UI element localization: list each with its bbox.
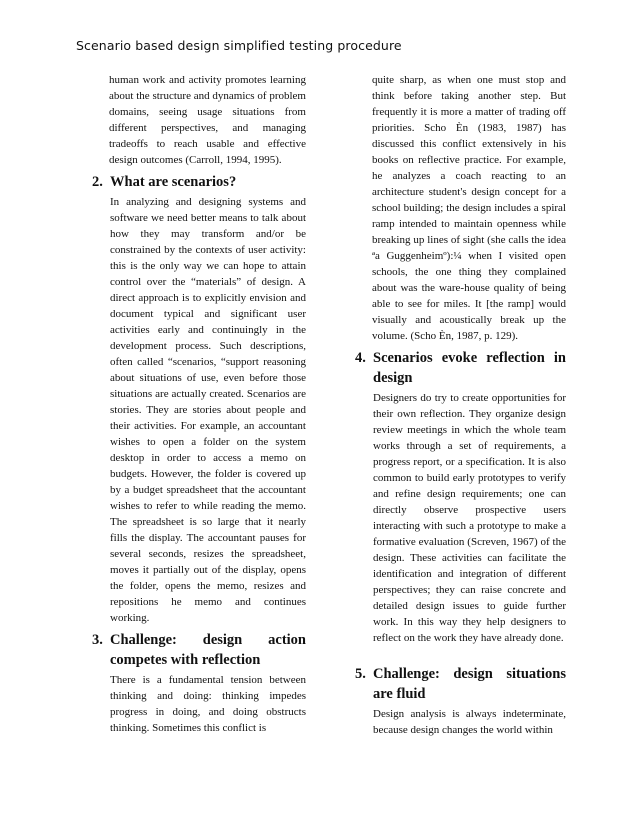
section-3-number: 3. [92,632,103,648]
right-column [355,72,566,738]
section-3-heading [92,630,306,670]
section-4-title: Scenarios evoke reflection in design [373,350,566,386]
section-4-number: 4. [355,350,366,366]
left-column [92,72,306,736]
section-2-heading [92,172,306,192]
section-4-body: Designers do try to create opportunities for their own reflection. They organize design review meetings in which the whole team works through a set of requirements, a progress report, or a specification. It is also common to build early prototypes to verify and refine design requirements; one can directly observe prospective users interacting with such a prototype to make a formative evaluation (Screven, 1967) of the design. These activities can facilitate the identification and integration of different perspectives; they can raise concrete and detailed design issues to guide further work. In this way they help designers to reflect on the work they have already done. [373,392,566,644]
section-5-body: Design analysis is always indeterminate, because design changes the world within [373,708,566,736]
section-5-title: Challenge: design situations are fluid [373,666,566,702]
section-2-body: In analyzing and designing systems and software we need better means to talk about how they may transform and/or be constrained by the contexts of user activity: this is the only way we can hope to attain control over the “materials” of design. A direct approach is to explicitly envision and document typical and significant user activities early and continuingly in the development process. Such descriptions, often called “scenarios, “support reasoning about situations of use, even before those situations are actually created. Scenarios are stories. They are stories about people and their activities. For example, an accountant wishes to open a folder on the system desktop in order to access a memo on budgets. However, the folder is covered up by a budget spreadsheet that the accountant wishes to refer to while reading the memo. The spreadsheet is so large that it nearly fills the display. The accountant pauses for several seconds, resizes the spreadsheet, moves it partially out of the display, opens the folder, opens the memo, resizes and repositions he memo and continues working. [110,196,306,624]
section-2-number: 2. [92,174,103,190]
section-5-heading [355,664,566,704]
intro-paragraph: human work and activity promotes learning about the structure and dynamics of problem domains, seeing usage situations from different perspectives, and managing tradeoffs to reach usable and effective design outcomes (Carroll, 1994, 1995). [109,74,306,166]
running-head: Scenario based design simplified testing procedure [76,38,402,53]
section-3-title: Challenge: design action competes with reflection [110,632,306,668]
continuation-paragraph: quite sharp, as when one must stop and think before taking another step. But frequently it is more a matter of trading off priorities. Scho Èn (1983, 1987) has discussed this conflict extensively in his books on reflective practice. For example, he analyzes a coach reacting to an architecture student's design concept for a school building; the design includes a spiral ramp intended to maintain openness while breaking up lines of sight (she calls the idea ªa Guggenheimº):¼ when I visited open schools, the one thing they complained about was the ware-house quality of being able to see for miles. It [the ramp] would visually and acoustically break up the volume. (Scho Èn, 1987, p. 129). [372,74,566,342]
section-4-heading [355,348,566,388]
section-spacer [355,646,566,660]
section-2-title: What are scenarios? [110,174,237,190]
section-3-body: There is a fundamental tension between thinking and doing: thinking impedes progress in doing, and doing obstructs thinking. Sometimes this conflict is [110,674,306,734]
section-5-number: 5. [355,666,366,682]
